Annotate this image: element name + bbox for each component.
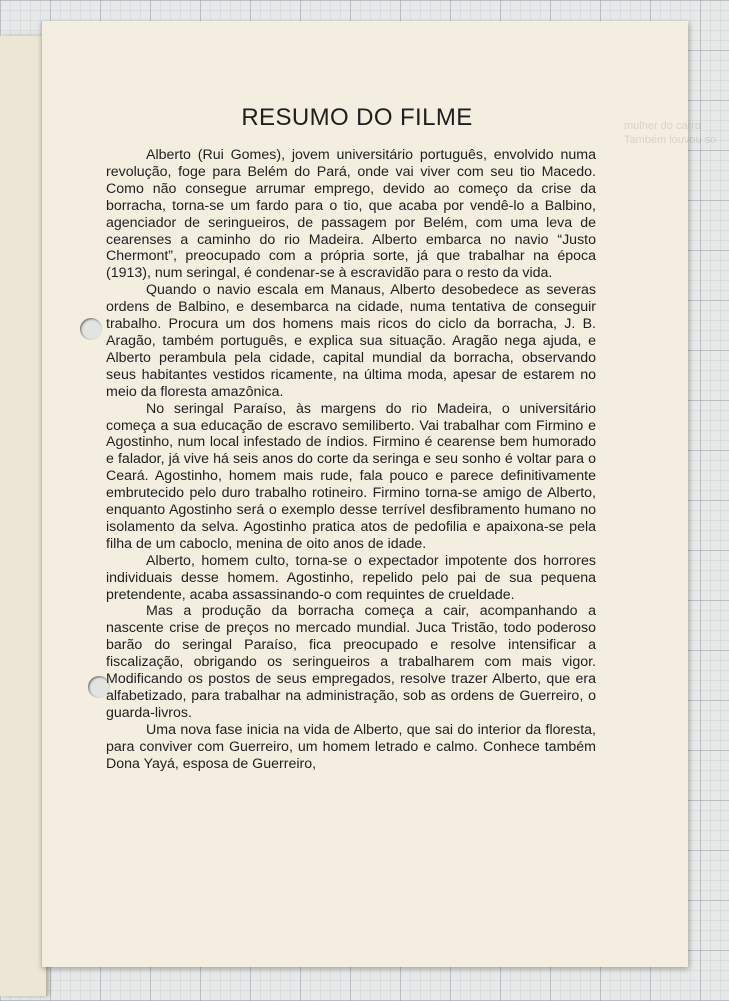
paragraph: Alberto, homem culto, torna-se o expectador impotente dos horrores individuais desse homem. Agostinho, repelido pelo pai de sua pequena pretendente, acaba assassinando-o com requintes de crueldade. (106, 552, 596, 603)
paragraph: Mas a produção da borracha começa a cair, acompanhando a nascente crise de preços no mercado mundial. Juca Tristão, todo poderoso barão do seringal Paraíso, fica preocupado e resolve intensificar a fiscalização, obrigando os seringueiros a trabalharem com mais vigor. Modificando os postos de seus empregados, resolve trazer Alberto, que era alfabetizado, para trabalhar na administração, sob as ordens de Guerreiro, o guarda-livros. (106, 603, 596, 721)
document-body (106, 104, 596, 773)
bleed-through-line: Também louvou so (624, 134, 717, 146)
previous-page-edge (0, 36, 47, 996)
paragraph: Alberto (Rui Gomes), jovem universitário português, envolvido numa revolução, foge para Belém do Pará, onde vai viver com seu tio Macedo. Como não consegue arrumar emprego, devido ao começo da crise da borracha, torna-se um fardo para o tio, que acaba por vendê-lo a Balbino, agenciador de seringueiros, de passagem por Belém, com uma leva de cearenses a caminho do rio Madeira. Alberto embarca no navio “Justo Chermont”, preocupado com a própria sorte, já que trabalhar na época (1913), num seringal, é condenar-se à escravidão para o resto da vida. (106, 147, 596, 282)
bleed-through-text (624, 119, 729, 147)
paragraph: No seringal Paraíso, às margens do rio Madeira, o universitário começa a sua educação de escravo semiliberto. Vai trabalhar com Firmino e Agostinho, num local infestado de índios. Firmino é cearense bem humorado e falador, já vive há seis anos do corte da seringa e seu sonho é voltar para o Ceará. Agostinho, homem mais rude, fala pouco e parece definitivamente embrutecido pelo duro trabalho rotineiro. Firmino torna-se amigo de Alberto, enquanto Agostinho será o exemplo desse terrível desfibramento humano no isolamento da selva. Agostinho pratica atos de pedofilia e apaixona-se pela filha de um caboclo, menina de oito anos de idade. (106, 400, 596, 552)
page-title: RESUMO DO FILME (241, 104, 473, 131)
paragraph: Quando o navio escala em Manaus, Alberto desobedece as severas ordens de Balbino, e desembarca na cidade, numa tentativa de conseguir trabalho. Procura um dos homens mais ricos do ciclo da borracha, J. B. Aragão, também português, e explica sua situação. Aragão nega ajuda, e Alberto perambula pela cidade, capital mundial da borracha, observando seus habitantes vestidos ricamente, na última moda, apesar de estarem no meio da floresta amazônica. (106, 282, 596, 400)
punch-hole (80, 318, 102, 340)
bleed-through-line: mulher do carro (624, 120, 702, 132)
paragraph: Uma nova fase inicia na vida de Alberto, que sai do interior da floresta, para conviver com Guerreiro, um homem letrado e calmo. Conhece também Dona Yayá, esposa de Guerreiro, (106, 721, 596, 772)
